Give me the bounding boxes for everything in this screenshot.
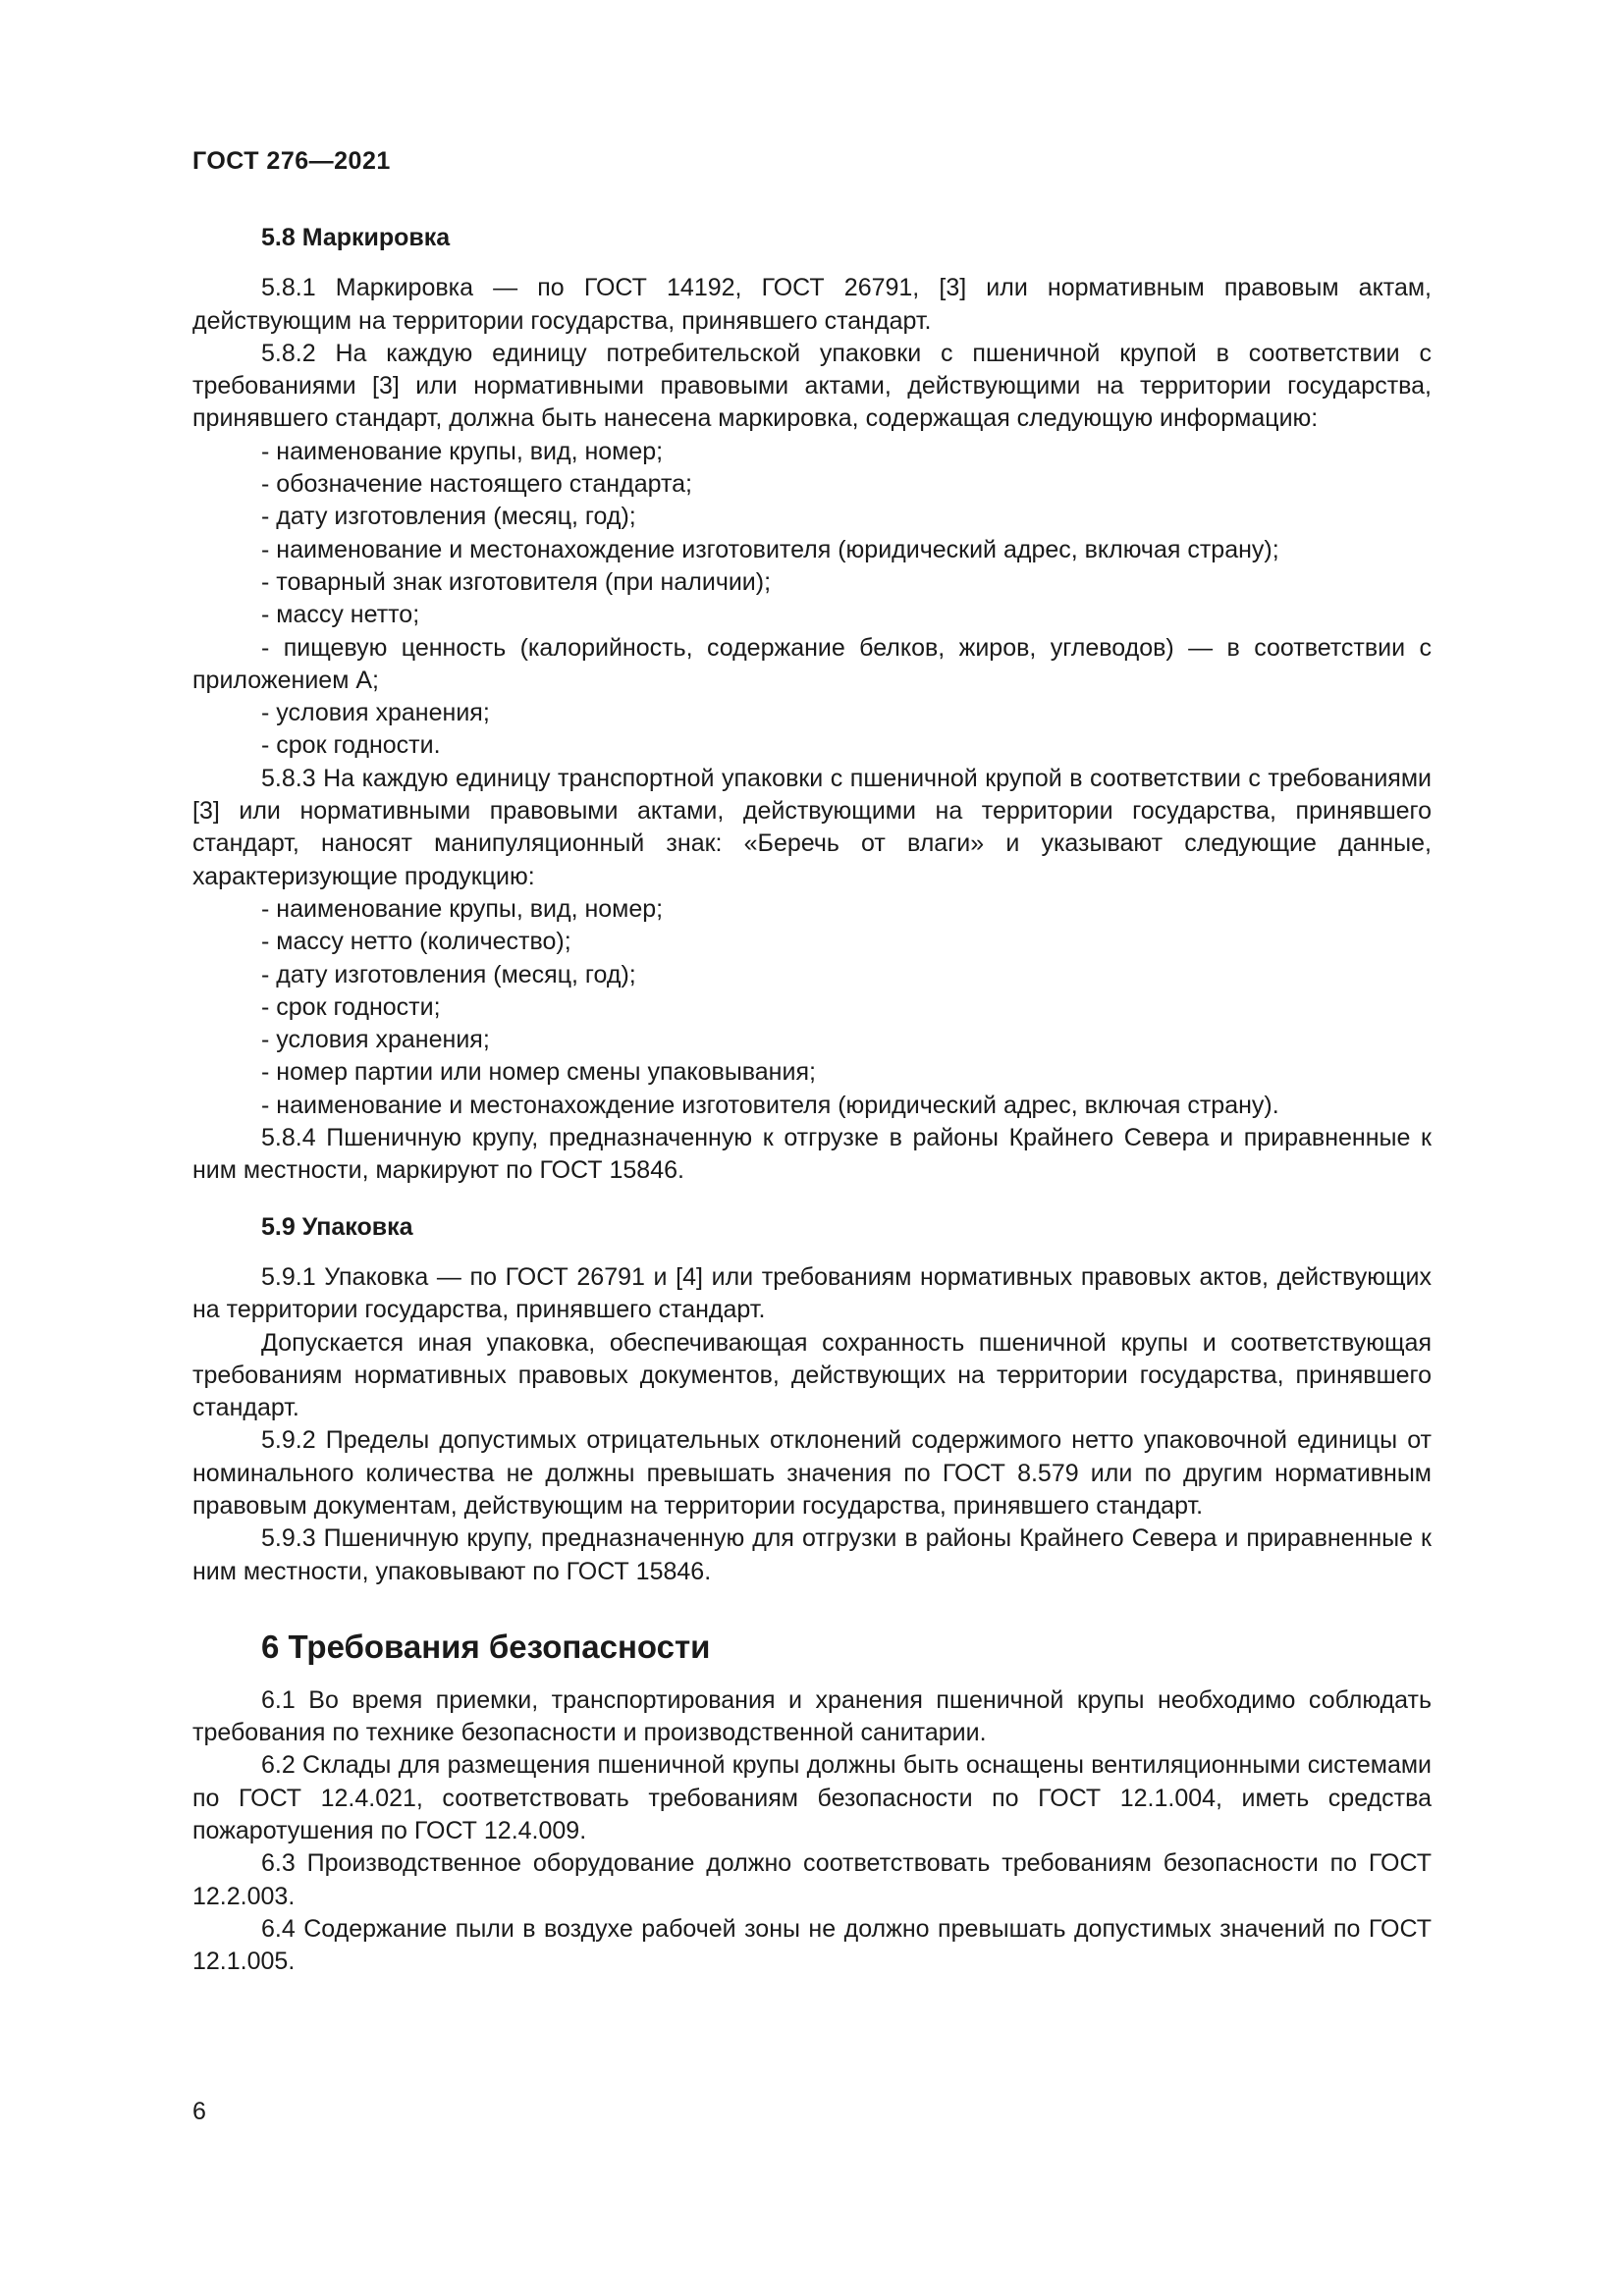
list-item: - товарный знак изготовителя (при наличии); bbox=[261, 567, 772, 596]
list-item: - дату изготовления (месяц, год); bbox=[261, 960, 636, 988]
paragraph-5-9-2: 5.9.2 Пределы допустимых отрицательных отклонений содержимого нетто упаковочной единицы от номинального количества не должны превышать значения по ГОСТ 8.579 или по другим нормативным правовым документам, действующим на территории государства, принявшего стандарт. bbox=[192, 1426, 1432, 1520]
list-item: - пищевую ценность (калорийность, содержание белков, жиров, углеводов) — в соответствии с приложением А; bbox=[192, 633, 1432, 694]
document-code-header: ГОСТ 276—2021 bbox=[192, 147, 391, 175]
list-item: - наименование крупы, вид, номер; bbox=[261, 894, 664, 923]
page-number: 6 bbox=[192, 2098, 206, 2125]
paragraph-5-9-3: 5.9.3 Пшеничную крупу, предназначенную для отгрузки в районы Крайнего Севера и приравненные к ним местности, упаковывают по ГОСТ 15846. bbox=[192, 1524, 1432, 1585]
paragraph-6-2: 6.2 Склады для размещения пшеничной крупы должны быть оснащены вентиляционными системами по ГОСТ 12.4.021, соответствовать требованиям безопасности по ГОСТ 12.1.004, иметь средства пожаротушения по ГОСТ 12.4.009. bbox=[192, 1751, 1432, 1845]
list-item: - наименование и местонахождение изготовителя (юридический адрес, включая страну). bbox=[261, 1091, 1279, 1119]
list-item: - обозначение настоящего стандарта; bbox=[261, 470, 692, 499]
list-item: - дату изготовления (месяц, год); bbox=[261, 503, 636, 531]
paragraph-5-9-1-note: Допускается иная упаковка, обеспечивающая сохранность пшеничной крупы и соответствующая требованиям нормативных правовых документов, действующих на территории государства, принявшего стандарт. bbox=[192, 1328, 1432, 1422]
list-item: - массу нетто (количество); bbox=[261, 928, 571, 956]
paragraph-5-9-1: 5.9.1 Упаковка — по ГОСТ 26791 и [4] или требованиям нормативных правовых актов, действующих на территории государства, принявшего стандарт. bbox=[192, 1262, 1432, 1324]
paragraph-5-8-3: 5.8.3 На каждую единицу транспортной упаковки с пшеничной крупой в соответствии с требованиями [3] или нормативными правовыми актами, действующими на территории государства, принявшего стандарт, наносят манипуляционный знак: «Беречь от влаги» и указывают следующие данные, характеризующие продукцию: bbox=[192, 764, 1432, 890]
paragraph-6-3: 6.3 Производственное оборудование должно соответствовать требованиям безопасности по ГОСТ 12.2.003. bbox=[192, 1849, 1432, 1910]
section-heading-5-9: 5.9 Упаковка bbox=[261, 1212, 413, 1241]
list-item: - условия хранения; bbox=[261, 699, 490, 727]
document-body bbox=[192, 222, 1432, 1979]
paragraph-6-4: 6.4 Содержание пыли в воздухе рабочей зоны не должно превышать допустимых значений по ГОСТ 12.1.005. bbox=[192, 1914, 1432, 1976]
list-item: - наименование и местонахождение изготовителя (юридический адрес, включая страну); bbox=[261, 535, 1279, 563]
list-item: - наименование крупы, вид, номер; bbox=[261, 437, 664, 465]
list-item: - срок годности; bbox=[261, 992, 441, 1021]
list-item: - срок годности. bbox=[261, 731, 441, 760]
paragraph-5-8-1: 5.8.1 Маркировка — по ГОСТ 14192, ГОСТ 26791, [3] или нормативным правовым актам, действующим на территории государства, принявшего стандарт. bbox=[192, 274, 1432, 335]
list-item: - условия хранения; bbox=[261, 1026, 490, 1054]
list-item: - номер партии или номер смены упаковывания; bbox=[261, 1058, 816, 1087]
section-heading-6: 6 Требования безопасности bbox=[261, 1628, 711, 1665]
section-heading-5-8: 5.8 Маркировка bbox=[261, 224, 451, 251]
paragraph-6-1: 6.1 Во время приемки, транспортирования и хранения пшеничной крупы необходимо соблюдать требования по технике безопасности и производственной санитарии. bbox=[192, 1685, 1432, 1747]
paragraph-5-8-2: 5.8.2 На каждую единицу потребительской упаковки с пшеничной крупой в соответствии с требованиями [3] или нормативными правовыми актами, действующими на территории государства, принявшего стандарт, должна быть нанесена маркировка, содержащая следующую информацию: bbox=[192, 339, 1432, 433]
list-item: - массу нетто; bbox=[261, 601, 420, 629]
paragraph-5-8-4: 5.8.4 Пшеничную крупу, предназначенную к отгрузке в районы Крайнего Севера и приравненные к ним местности, маркируют по ГОСТ 15846. bbox=[192, 1124, 1432, 1185]
